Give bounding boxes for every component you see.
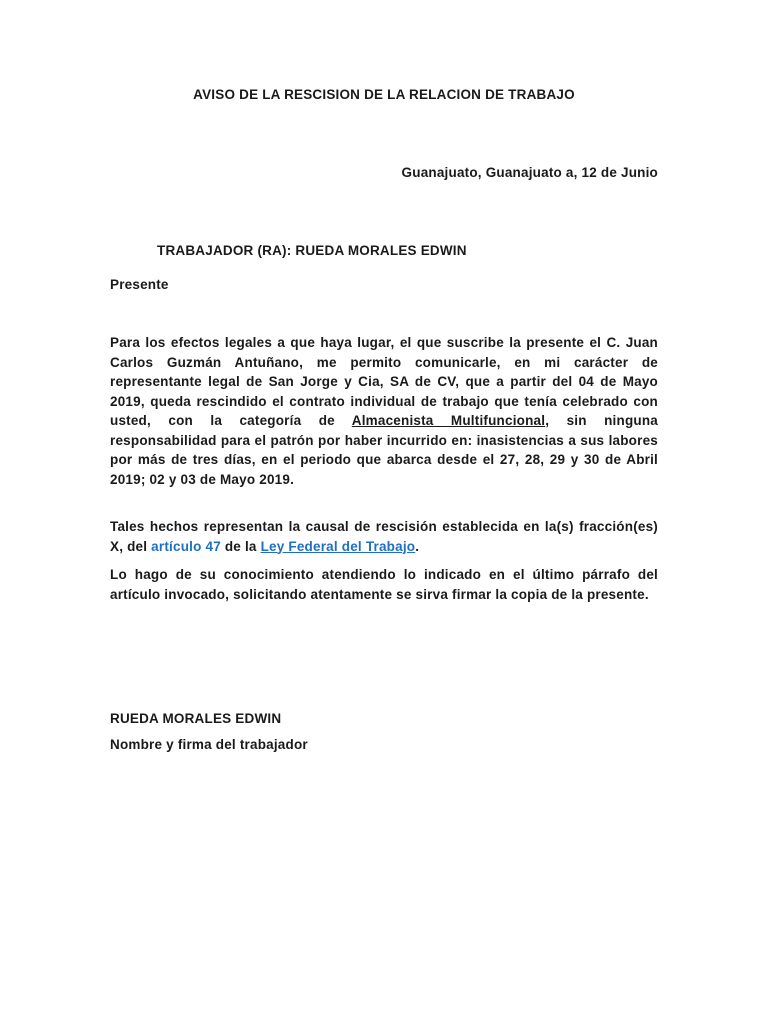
paragraph-request: Lo hago de su conocimiento atendiendo lo indicado en el último párrafo del artículo invocado, solicitando atentamente se sirva firmar la copia de la presente. xyxy=(110,567,658,602)
place-date: Guanajuato, Guanajuato a, 12 de Junio xyxy=(401,165,658,180)
paragraph-notice xyxy=(110,333,658,489)
worker-line: TRABAJADOR (RA): RUEDA MORALES EDWIN xyxy=(157,243,467,258)
paragraph-cause-text-before: Tales hechos representan la causal de rescisión establecida en la(s) fracción(es) X, del xyxy=(110,519,658,554)
document-title: AVISO DE LA RESCISION DE LA RELACION DE TRABAJO xyxy=(193,87,575,102)
law-link[interactable]: Ley Federal del Trabajo xyxy=(260,538,416,554)
greeting: Presente xyxy=(110,277,169,292)
paragraph-cause-text-after: . xyxy=(415,538,420,554)
category-underlined: Almacenista Multifuncional xyxy=(351,413,546,428)
paragraph-cause-text-middle: de la xyxy=(220,538,261,554)
signature-caption: Nombre y firma del trabajador xyxy=(110,737,308,752)
paragraph-notice-text-before: Para los efectos legales a que haya lugar, el que suscribe la presente el C. Juan Carlos Guzmán Antuñano, me permito comunicarle, en mi carácter de representante legal de San Jorge y Cia, SA de CV, que a partir del 04 de Mayo 2019, queda rescindido el contrato individual de trabajo que tenía celebrado con usted, con la categoría de xyxy=(110,335,658,428)
article-47-link[interactable]: artículo 47 xyxy=(151,538,221,554)
paragraph-notice-text-after: , sin ninguna responsabilidad para el patrón por haber incurrido en: inasistencias a sus labores por más de tres días, en el periodo que abarca desde el 27, 28, 29 y 30 de Abril 2019; 02 y 03 de Mayo 2019. xyxy=(110,413,658,487)
signature-name: RUEDA MORALES EDWIN xyxy=(110,711,282,726)
paragraph-cause xyxy=(110,517,658,556)
